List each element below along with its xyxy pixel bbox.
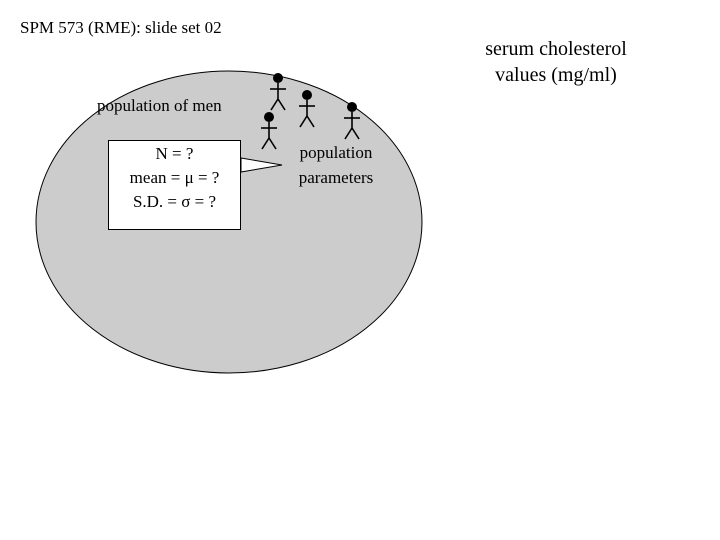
parameters-box	[108, 140, 241, 230]
param-sd: S.D. = σ = ?	[132, 192, 217, 211]
topic-title-line2: values (mg/ml)	[495, 64, 617, 86]
callout-label-line2: parameters	[298, 168, 374, 187]
slide-title: SPM 573 (RME): slide set 02	[20, 18, 222, 37]
param-mean: mean = μ = ?	[129, 168, 220, 187]
topic-title-line1: serum cholesterol	[485, 38, 627, 60]
param-n: N = ?	[155, 144, 194, 163]
population-label: population of men	[97, 96, 222, 115]
callout-label-line1: population	[299, 143, 373, 162]
